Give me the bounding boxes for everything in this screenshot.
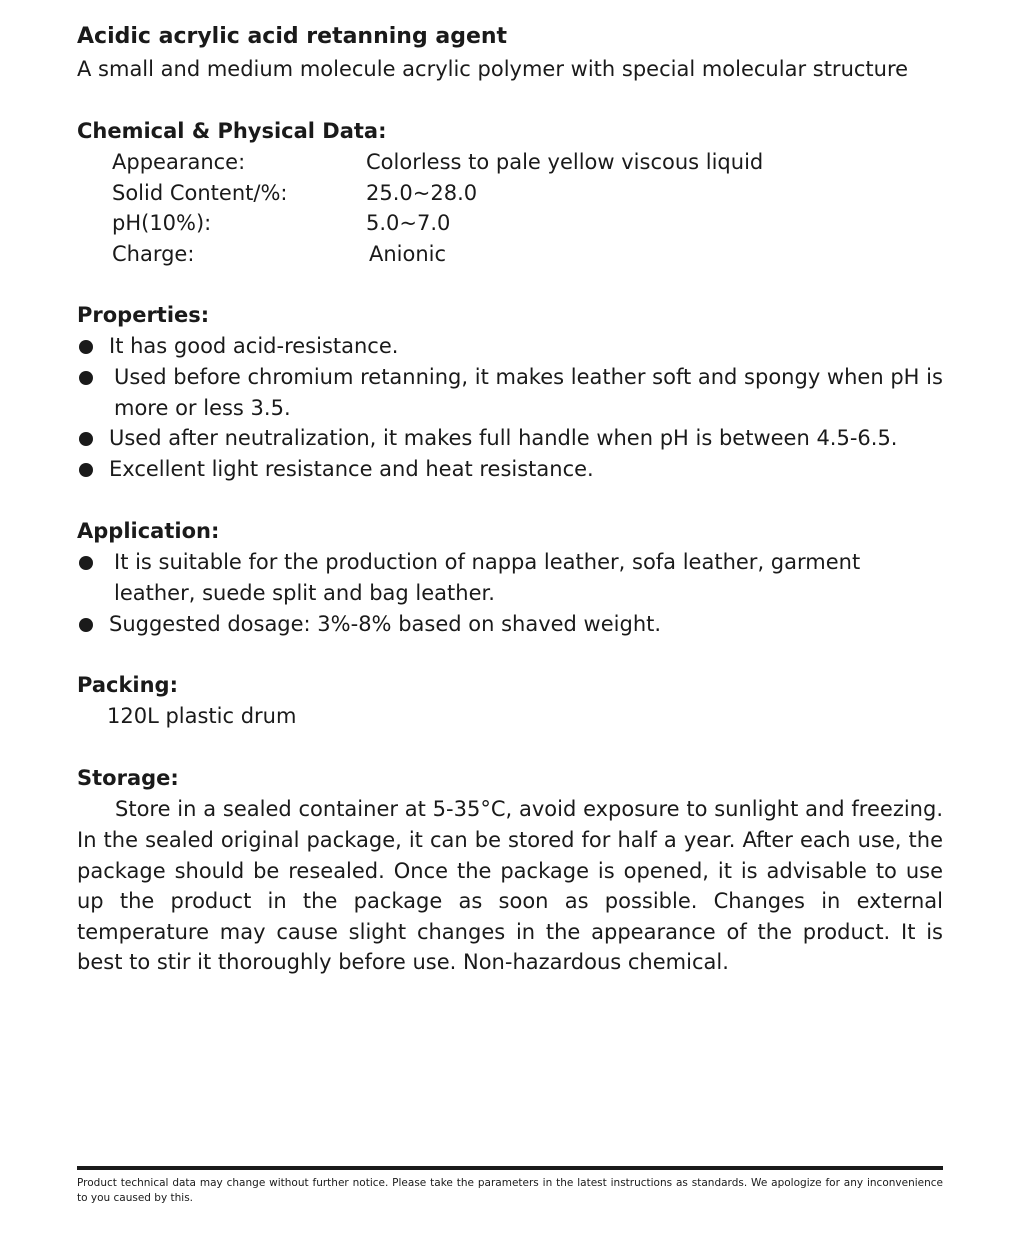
bullet-icon xyxy=(79,371,93,385)
product-subtitle: A small and medium molecule acrylic polymer with special molecular structure xyxy=(77,57,909,81)
list-item xyxy=(77,609,943,640)
data-row-appearance xyxy=(112,147,943,178)
application-heading: Application: xyxy=(77,518,220,543)
chemical-data-table xyxy=(112,147,943,269)
bullet-icon xyxy=(79,618,93,632)
data-label: Appearance: xyxy=(112,150,246,174)
data-value: 25.0~28.0 xyxy=(366,180,478,205)
storage-heading: Storage: xyxy=(77,766,179,791)
packing-text: 120L plastic drum xyxy=(107,704,297,729)
data-value: Anionic xyxy=(369,241,447,266)
storage-paragraph: Store in a sealed container at 5-35°C, avoid exposure to sunlight and freezing. In the sealed original package, it can be stored for half a year. After each use, the package should be resealed. Once the package is opened, it is advisable to use up the product in the package as soon as possible. Changes in external temperature may cause slight changes in the appearance of the product. It is best to stir it thoroughly before use. Non-hazardous chemical. xyxy=(77,797,943,975)
list-item-text: Suggested dosage: 3%-8% based on shaved weight. xyxy=(109,611,662,636)
document-body xyxy=(77,20,943,978)
list-item-text: It is suitable for the production of nappa leather, sofa leather, garment leather, suede split and bag leather. xyxy=(114,549,861,605)
list-item xyxy=(77,454,943,485)
bullet-icon xyxy=(79,432,93,446)
packing-heading: Packing: xyxy=(77,673,178,698)
list-item xyxy=(77,362,943,424)
application-list xyxy=(77,547,943,639)
product-title: Acidic acrylic acid retanning agent xyxy=(77,24,508,49)
bullet-icon xyxy=(79,463,93,477)
data-label: pH(10%): xyxy=(112,211,212,235)
list-item-text: Used after neutralization, it makes full handle when pH is between 4.5-6.5. xyxy=(109,426,898,451)
list-item xyxy=(77,423,943,454)
footer-disclaimer: Product technical data may change without further notice. Please take the parameters in the latest instructions as standards. We apologize for any inconvenience to you caused by this. xyxy=(77,1166,943,1206)
list-item xyxy=(77,547,943,609)
chemical-data-heading: Chemical & Physical Data: xyxy=(77,119,387,143)
data-row-charge xyxy=(112,239,943,270)
data-value: 5.0~7.0 xyxy=(366,211,451,235)
data-row-ph xyxy=(112,208,943,239)
data-label: Charge: xyxy=(112,241,195,266)
list-item-text: It has good acid-resistance. xyxy=(109,334,399,358)
data-label: Solid Content/%: xyxy=(112,180,288,205)
list-item-text: Excellent light resistance and heat resistance. xyxy=(109,457,594,482)
list-item-text: Used before chromium retanning, it makes leather soft and spongy when pH is more or less 3.5. xyxy=(114,364,943,420)
properties-list xyxy=(77,331,943,485)
data-value: Colorless to pale yellow viscous liquid xyxy=(366,150,764,174)
bullet-icon xyxy=(79,556,93,570)
properties-heading: Properties: xyxy=(77,303,210,327)
bullet-icon xyxy=(79,340,93,354)
data-row-solid-content xyxy=(112,178,943,209)
list-item xyxy=(77,331,943,362)
